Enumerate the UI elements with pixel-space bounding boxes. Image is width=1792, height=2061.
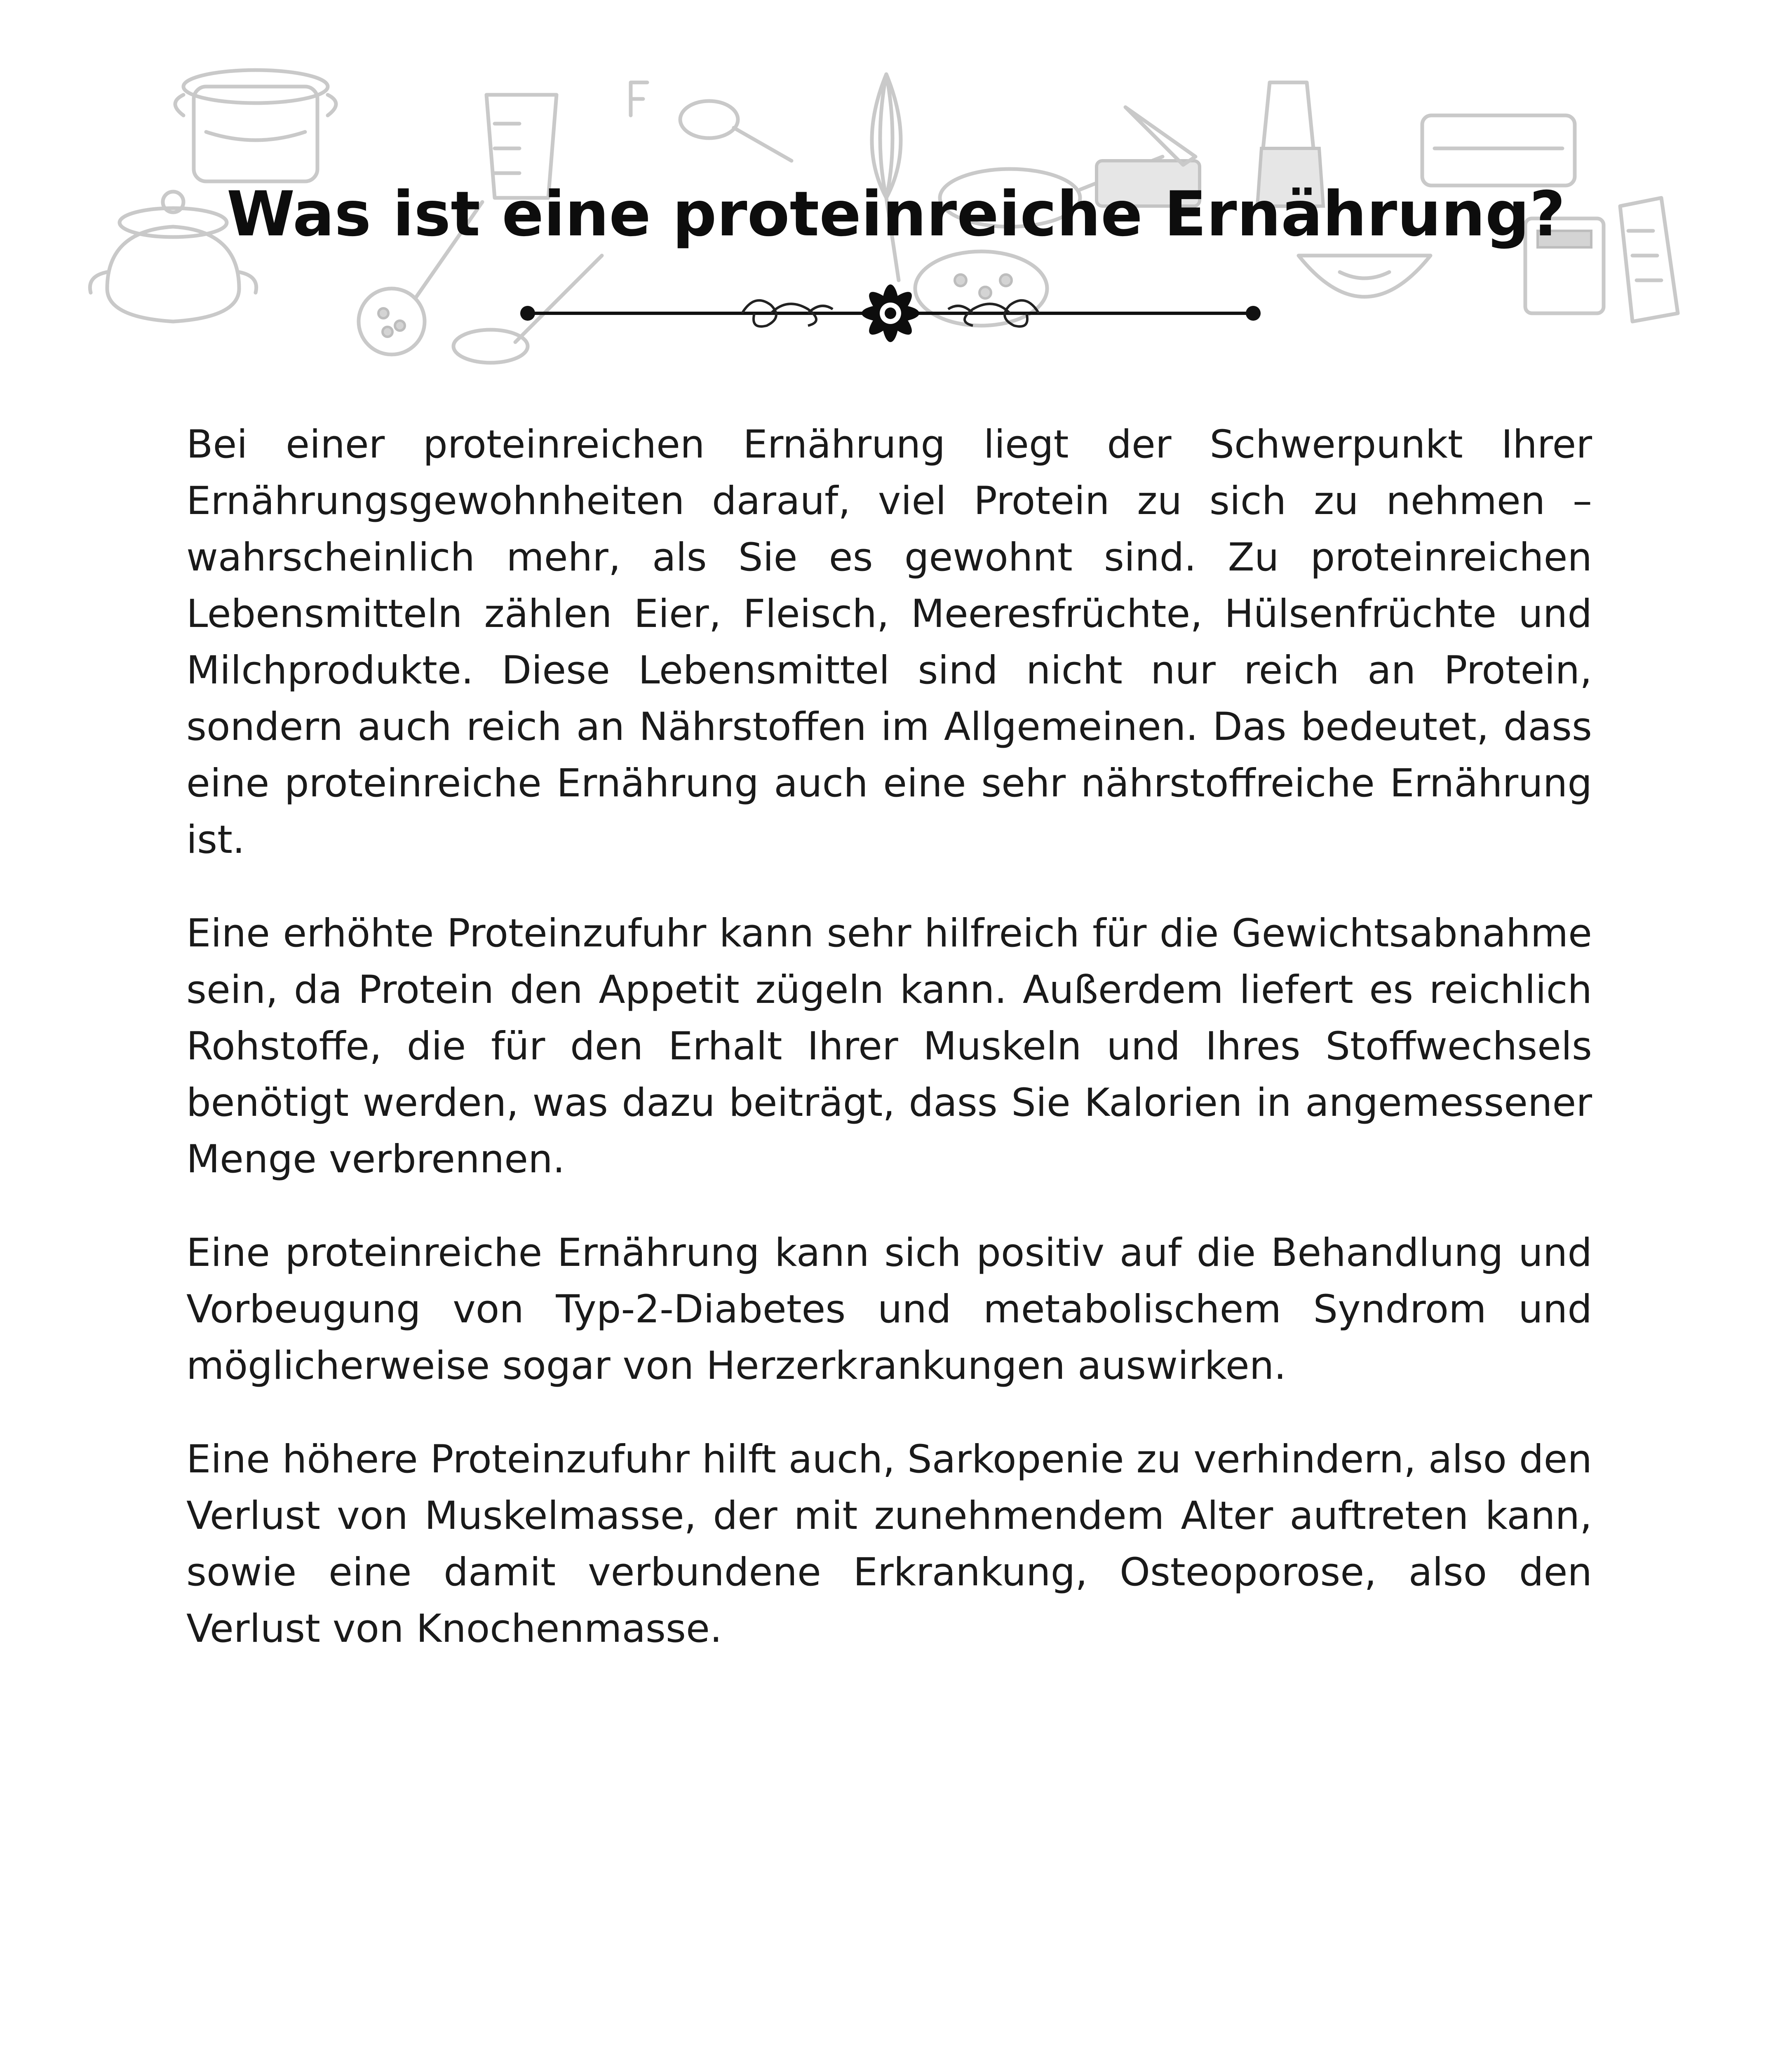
flower-ornament-icon bbox=[862, 284, 919, 342]
mixing-bowl-icon bbox=[1299, 256, 1430, 297]
paragraph-2: Eine erhöhte Proteinzufuhr kann sehr hilfreich für die Gewichtsabnahme sein, da Protein den Appetit zügeln kann. Außerdem liefert es reichlich Rohstoffe, die für den Erhalt Ihrer Muskeln und Ihres Stoffwechsels benötigt werden, was dazu beiträgt, dass Sie Kalorien in angemessener Menge verbrennen. bbox=[186, 911, 1592, 1182]
body-text bbox=[186, 416, 1592, 1694]
spoon-icon bbox=[631, 82, 791, 161]
page-title: Was ist eine proteinreiche Ernährung? bbox=[226, 178, 1566, 250]
paragraph-4: Eine höhere Proteinzufuhr hilft auch, Sarkopenie zu verhindern, also den Verlust von Muskelmasse, der mit zunehmendem Alter auftreten kann, sowie eine damit verbundene Erkrankung, Osteoporose, also den Verlust von Knochenmasse. bbox=[186, 1437, 1592, 1651]
cooking-pot-icon bbox=[175, 70, 336, 181]
ornamental-divider bbox=[519, 272, 1261, 354]
paragraph-3: Eine proteinreiche Ernährung kann sich positiv auf die Behandlung und Vorbeugung von Typ-2-Diabetes und metabolischem Syndrom und möglicherweise sogar von Herzerkrankungen auswirken. bbox=[186, 1230, 1592, 1388]
paragraph-1: Bei einer proteinreichen Ernährung liegt der Schwerpunkt Ihrer Ernährungsgewohnheiten darauf, viel Protein zu sich zu nehmen – wahrscheinlich mehr, als Sie es gewohnt sind. Zu proteinreichen Lebensmitteln zählen Eier, Fleisch, Meeresfrüchte, Hülsenfrüchte und Milchprodukte. Diese Lebensmittel sind nicht nur reich an Protein, sondern auch reich an Nährstoffen im Allgemeinen. Das bedeutet, dass eine proteinreiche Ernährung auch eine sehr nährstoffreiche Ernährung ist. bbox=[186, 422, 1592, 862]
